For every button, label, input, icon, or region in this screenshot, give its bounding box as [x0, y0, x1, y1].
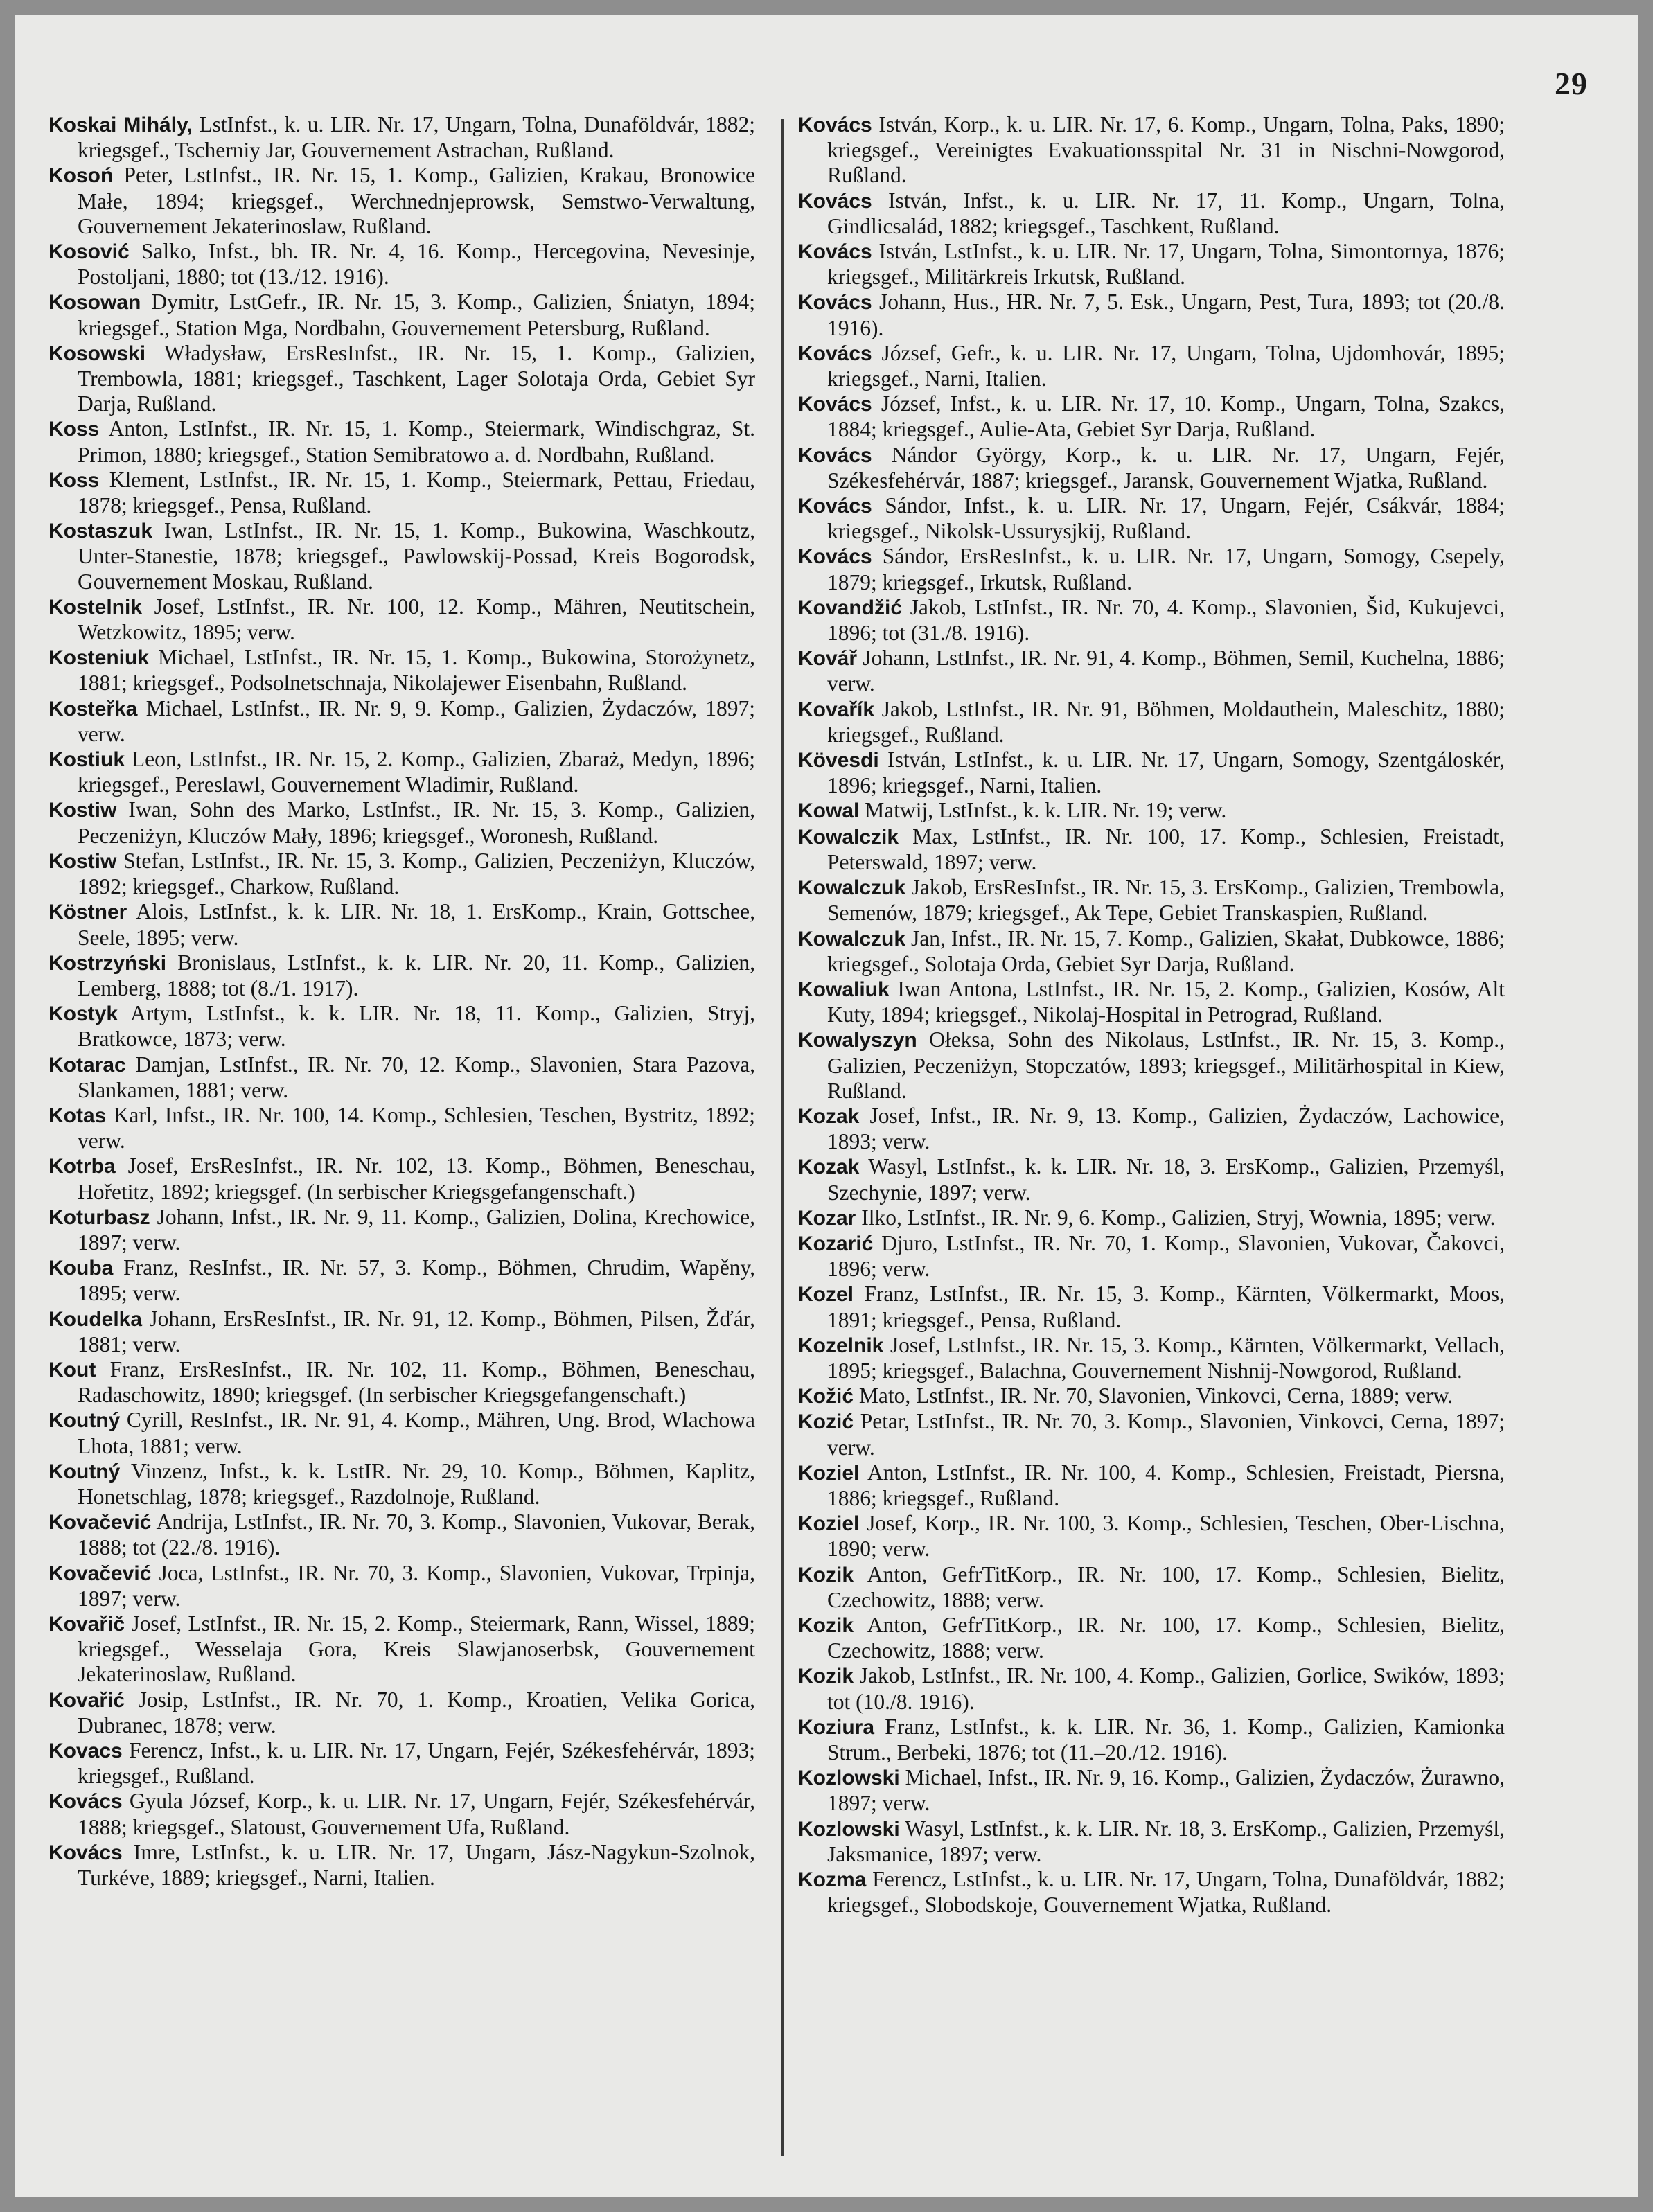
entry-surname: Kowalyszyn	[798, 1029, 917, 1052]
entry-details: József, Infst., k. u. LIR. Nr. 17, 10. Komp., Ungarn, Tolna, Szakcs, 1884; kriegsgef., Aulie-Ata, Gebiet Syr Darja, Rußland.	[827, 391, 1505, 442]
entry-surname: Kozarić	[798, 1232, 874, 1255]
entry-surname: Koss	[48, 418, 100, 441]
entry-surname: Kowaliuk	[798, 977, 890, 1001]
register-entry	[798, 1282, 1505, 1332]
entry-surname: Kovács	[798, 443, 872, 467]
register-entry	[798, 1765, 1505, 1816]
entry-details: Josef, Infst., IR. Nr. 9, 13. Komp., Galizien, Żydaczów, Lachowice, 1893; verw.	[827, 1103, 1505, 1154]
entry-details: Anton, LstInfst., IR. Nr. 15, 1. Komp., Steiermark, Windischgraz, St. Primon, 1880; kriegsgef., Station Semibratowo a. d. Nordbahn, Rußland.	[78, 416, 755, 467]
register-entry	[798, 443, 1505, 493]
register-entry	[798, 875, 1505, 926]
entry-surname: Kowal	[798, 799, 860, 823]
entry-surname: Kovačević	[48, 1561, 152, 1585]
register-entry	[48, 518, 755, 594]
entry-surname: Kozik	[798, 1613, 854, 1637]
entry-surname: Kovařić	[48, 1688, 125, 1712]
register-entry	[48, 1205, 755, 1255]
entry-surname: Kozak	[798, 1156, 860, 1179]
entry-details: Josef, LstInfst., IR. Nr. 15, 2. Komp., Steiermark, Rann, Wissel, 1889; kriegsgef., Wesselaja Gora, Kreis Slawjanoserbsk, Gouvernement Jekaterinoslaw, Rußland.	[78, 1611, 755, 1687]
entry-details: Władysław, ErsResInfst., IR. Nr. 15, 1. Komp., Galizien, Trembowla, 1881; kriegsgef., Taschkent, Lager Solotaja Orda, Gebiet Syr Darja, Rußland.	[78, 340, 755, 416]
entry-details: Jakob, ErsResInfst., IR. Nr. 15, 3. ErsKomp., Galizien, Trembowla, Semenów, 1879; kriegsgef., Ak Tepe, Gebiet Transkaspien, Rußland.	[827, 875, 1505, 926]
entry-surname: Kowalczik	[798, 825, 899, 849]
entry-surname: Kovács	[798, 189, 872, 213]
entry-details: Max, LstInfst., IR. Nr. 100, 17. Komp., Schlesien, Freistadt, Peterswald, 1897; verw.	[827, 824, 1505, 874]
register-entry	[48, 594, 755, 645]
entry-surname: Kotrba	[48, 1155, 116, 1178]
entry-details: Iwan Antona, LstInfst., IR. Nr. 15, 2. Komp., Galizien, Kosów, Alt Kuty, 1894; kriegsgef., Nikolaj-Hospital in Petrograd, Rußland.	[827, 976, 1505, 1027]
register-entry	[48, 1789, 755, 1839]
entry-details: Bronislaus, LstInfst., k. k. LIR. Nr. 20, 11. Komp., Galizien, Lemberg, 1888; tot (8./1. 1917).	[78, 950, 755, 1000]
register-entry	[798, 595, 1505, 646]
register-entry	[798, 188, 1505, 239]
entry-surname: Koturbasz	[48, 1205, 150, 1229]
register-entry	[48, 1307, 755, 1357]
entry-details: Matwij, LstInfst., k. k. LIR. Nr. 19; verw.	[859, 798, 1227, 823]
register-entry	[798, 1867, 1505, 1918]
entry-surname: Kovandžić	[798, 596, 903, 619]
entry-surname: Kovács	[48, 1841, 123, 1864]
register-entry	[798, 1511, 1505, 1561]
register-entry	[48, 645, 755, 696]
register-entry	[798, 824, 1505, 875]
register-entry	[798, 544, 1505, 594]
register-entry	[48, 1459, 755, 1510]
register-entry	[798, 391, 1505, 442]
register-entry	[48, 1255, 755, 1306]
entry-surname: Koskai Mihály,	[48, 114, 193, 136]
register-entry	[48, 849, 755, 899]
entry-details: Klement, LstInfst., IR. Nr. 15, 1. Komp., Steiermark, Pettau, Friedau, 1878; kriegsgef., Pensa, Rußland.	[78, 467, 755, 518]
entry-details: Wasyl, LstInfst., k. k. LIR. Nr. 18, 3. ErsKomp., Galizien, Przemyśl, Jaksmanice, 1897; verw.	[827, 1816, 1505, 1866]
entry-details: Artym, LstInfst., k. k. LIR. Nr. 18, 11. Komp., Galizien, Stryj, Bratkowce, 1873; verw.	[78, 1001, 755, 1052]
register-entry	[798, 1154, 1505, 1205]
entry-surname: Kostaszuk	[48, 520, 153, 543]
entry-details: Josef, LstInfst., IR. Nr. 15, 3. Komp., Kärnten, Völkermarkt, Vellach, 1895; kriegsgef., Balachna, Gouvernement Nishnij-Nowgorod, Rußland.	[827, 1332, 1505, 1383]
entry-details: Franz, LstInfst., IR. Nr. 15, 3. Komp., Kärnten, Völkermarkt, Moos, 1891; kriegsgef., Pensa, Rußland.	[827, 1282, 1505, 1332]
register-entry	[48, 1561, 755, 1611]
register-entry	[798, 1460, 1505, 1511]
entry-surname: Kozlowski	[798, 1817, 900, 1841]
register-entry	[48, 416, 755, 467]
entry-details: István, LstInfst., k. u. LIR. Nr. 17, Ungarn, Tolna, Simontornya, 1876; kriegsgef., Militärkreis Irkutsk, Rußland.	[827, 239, 1505, 290]
register-entry	[48, 747, 755, 797]
entry-surname: Kostiuk	[48, 748, 125, 772]
register-entry	[798, 493, 1505, 544]
entry-details: Johann, Hus., HR. Nr. 7, 5. Esk., Ungarn, Pest, Tura, 1893; tot (20./8. 1916).	[827, 290, 1505, 340]
entry-surname: Kožić	[798, 1385, 854, 1408]
entry-details: József, Gefr., k. u. LIR. Nr. 17, Ungarn, Tolna, Ujdomhovár, 1895; kriegsgef., Narni, Italien.	[827, 340, 1505, 391]
entry-details: Michael, LstInfst., IR. Nr. 9, 9. Komp., Galizien, Żydaczów, 1897; verw.	[78, 696, 755, 746]
register-entry	[48, 468, 755, 518]
right-column	[798, 112, 1505, 2184]
entry-details: Alois, LstInfst., k. k. LIR. Nr. 18, 1. ErsKomp., Krain, Gottschee, Seele, 1895; verw.	[78, 899, 755, 950]
entry-details: Michael, LstInfst., IR. Nr. 15, 1. Komp., Bukowina, Storożynetz, 1881; kriegsgef., Podsolnetschnaja, Nikolajewer Eisenbahn, Rußland.	[78, 645, 755, 696]
register-entry	[48, 239, 755, 290]
entry-details: Ołeksa, Sohn des Nikolaus, LstInfst., IR. Nr. 15, 3. Komp., Galizien, Peczeniżyn, Stopczatów, 1893; kriegsgef., Militärhospital in Kiew, Rußland.	[827, 1027, 1505, 1103]
entry-details: Cyrill, ResInfst., IR. Nr. 91, 4. Komp., Mähren, Ung. Brod, Wlachowa Lhota, 1881; verw.	[78, 1408, 755, 1458]
entry-surname: Kostyk	[48, 1002, 118, 1026]
entry-surname: Kövesdi	[798, 749, 879, 772]
register-entry	[798, 290, 1505, 340]
register-entry	[48, 341, 755, 417]
entry-details: Iwan, LstInfst., IR. Nr. 15, 1. Komp., Bukowina, Waschkoutz, Unter-Stanestie, 1878; kriegsgef., Pawlowskij-Possad, Kreis Bogorodsk, Gouvernement Moskau, Rußland.	[78, 518, 755, 594]
register-entry	[798, 1613, 1505, 1663]
entry-surname: Kovařík	[798, 698, 875, 721]
register-entry	[798, 977, 1505, 1027]
register-entry	[798, 926, 1505, 977]
entry-details: Anton, GefrTitKorp., IR. Nr. 100, 17. Komp., Schlesien, Bielitz, Czechowitz, 1888; verw.	[827, 1561, 1505, 1612]
entry-details: Petar, LstInfst., IR. Nr. 70, 3. Komp., Slavonien, Vinkovci, Cerna, 1897; verw.	[827, 1409, 1505, 1460]
entry-surname: Kowalczuk	[798, 876, 906, 900]
entry-surname: Kozar	[798, 1206, 856, 1230]
entry-details: István, Korp., k. u. LIR. Nr. 17, 6. Komp., Ungarn, Tolna, Paks, 1890; kriegsgef., Vereinigtes Evakuationsspital Nr. 31 in Nischni-Nowgorod, Rußland.	[827, 112, 1505, 188]
register-entry	[798, 112, 1505, 188]
entry-details: Joca, LstInfst., IR. Nr. 70, 3. Komp., Slavonien, Vukovar, Trpinja, 1897; verw.	[78, 1560, 755, 1611]
entry-surname: Kostrzyński	[48, 951, 167, 975]
register-entry	[48, 1052, 755, 1103]
entry-surname: Koss	[48, 468, 100, 492]
entry-surname: Kozić	[798, 1410, 854, 1434]
entry-surname: Kovács	[48, 1790, 123, 1814]
entry-details: LstInfst., k. u. LIR. Nr. 17, Ungarn, Tolna, Dunaföldvár, 1882; kriegsgef., Tscherniy Jar, Gouvernement Astrachan, Rußland.	[78, 112, 755, 163]
entry-surname: Kovács	[798, 495, 872, 518]
register-entry	[798, 1816, 1505, 1867]
register-entry	[48, 899, 755, 950]
entry-details: Jakob, LstInfst., IR. Nr. 100, 4. Komp., Galizien, Gorlice, Swików, 1893; tot (10./8. 1916).	[827, 1663, 1505, 1714]
entry-details: Dymitr, LstGefr., IR. Nr. 15, 3. Komp., Galizien, Śniatyn, 1894; kriegsgef., Station Mga, Nordbahn, Gouvernement Petersburg, Rußland.	[78, 290, 755, 340]
register-entry	[48, 1840, 755, 1891]
entry-details: Andrija, LstInfst., IR. Nr. 70, 3. Komp., Slavonien, Vukovar, Berak, 1888; tot (22./8. 1916).	[78, 1510, 755, 1560]
entry-details: István, Infst., k. u. LIR. Nr. 17, 11. Komp., Ungarn, Tolna, Gindlicsalád, 1882; kriegsgef., Taschkent, Rußland.	[827, 188, 1505, 238]
entry-details: Anton, GefrTitKorp., IR. Nr. 100, 17. Komp., Schlesien, Bielitz, Czechowitz, 1888; verw.	[827, 1612, 1505, 1663]
entry-surname: Kozma	[798, 1868, 867, 1892]
register-entry	[798, 1027, 1505, 1104]
entry-details: Karl, Infst., IR. Nr. 100, 14. Komp., Schlesien, Teschen, Bystritz, 1892; verw.	[78, 1102, 755, 1153]
register-entry	[798, 1205, 1505, 1231]
register-entry	[798, 341, 1505, 391]
entry-details: Vinzenz, Infst., k. k. LstIR. Nr. 29, 10. Komp., Böhmen, Kaplitz, Honetschlag, 1878; kriegsgef., Razdolnoje, Rußland.	[78, 1458, 755, 1509]
entry-surname: Kout	[48, 1358, 96, 1381]
register-entry	[48, 1738, 755, 1789]
register-entry	[798, 239, 1505, 290]
entry-surname: Kouba	[48, 1257, 114, 1280]
entry-surname: Koziura	[798, 1715, 875, 1739]
register-entry	[48, 112, 755, 163]
entry-details: Stefan, LstInfst., IR. Nr. 15, 3. Komp., Galizien, Peczeniżyn, Kluczów, 1892; kriegsgef., Charkow, Rußland.	[78, 848, 755, 899]
entry-surname: Kovács	[798, 291, 872, 315]
entry-details: István, LstInfst., k. u. LIR. Nr. 17, Ungarn, Somogy, Szentgáloskér, 1896; kriegsgef., Narni, Italien.	[827, 747, 1505, 798]
register-entry	[48, 950, 755, 1001]
entry-surname: Kovács	[798, 545, 872, 569]
entry-surname: Kozel	[798, 1283, 854, 1307]
register-entry	[798, 1562, 1505, 1613]
register-entry	[48, 797, 755, 848]
register-entry	[48, 163, 755, 239]
entry-surname: Kozlowski	[798, 1767, 900, 1790]
register-entry	[48, 1510, 755, 1560]
entry-details: Djuro, LstInfst., IR. Nr. 70, 1. Komp., Slavonien, Vukovar, Čakovci, 1896; verw.	[827, 1230, 1505, 1282]
entry-surname: Kovács	[798, 240, 872, 264]
entry-surname: Kovařič	[48, 1612, 125, 1636]
register-entry	[798, 1231, 1505, 1282]
entry-surname: Koutný	[48, 1409, 121, 1433]
entry-details: Leon, LstInfst., IR. Nr. 15, 2. Komp., Galizien, Zbaraż, Medyn, 1896; kriegsgef., Pereslawl, Gouvernement Wladimir, Rußland.	[78, 747, 755, 797]
column-divider	[781, 119, 784, 2156]
entry-details: Sándor, Infst., k. u. LIR. Nr. 17, Ungarn, Fejér, Csákvár, 1884; kriegsgef., Nikolsk-Ussurysjkij, Rußland.	[827, 493, 1505, 544]
entry-details: Ferencz, LstInfst., k. u. LIR. Nr. 17, Ungarn, Tolna, Dunaföldvár, 1882; kriegsgef., Slobodskoje, Gouvernement Wjatka, Rußland.	[827, 1867, 1505, 1918]
entry-surname: Kovář	[798, 647, 858, 671]
register-entry	[798, 646, 1505, 696]
entry-details: Franz, LstInfst., k. k. LIR. Nr. 36, 1. Komp., Galizien, Kamionka Strum., Berbeki, 1876; tot (11.–20./12. 1916).	[827, 1714, 1505, 1764]
entry-surname: Kotarac	[48, 1053, 126, 1077]
entry-details: Johann, Infst., IR. Nr. 9, 11. Komp., Galizien, Dolina, Krechowice, 1897; verw.	[78, 1204, 755, 1255]
entry-details: Jakob, LstInfst., IR. Nr. 70, 4. Komp., Slavonien, Šid, Kukujevci, 1896; tot (31./8. 1916).	[827, 594, 1505, 646]
entry-details: Peter, LstInfst., IR. Nr. 15, 1. Komp., Galizien, Krakau, Bronowice Małe, 1894; kriegsgef., Werchnednjeprowsk, Semstwo-Verwaltung, Gouvernement Jekaterinoslaw, Rußland.	[78, 163, 755, 238]
register-entry	[48, 290, 755, 340]
entry-surname: Kovács	[798, 393, 872, 416]
entry-surname: Kostiw	[48, 799, 117, 822]
entry-details: Gyula József, Korp., k. u. LIR. Nr. 17, Ungarn, Fejér, Székesfehérvár, 1888; kriegsgef., Slatoust, Gouvernement Ufa, Rußland.	[78, 1789, 755, 1839]
entry-surname: Kozak	[798, 1104, 860, 1128]
entry-details: Josip, LstInfst., IR. Nr. 70, 1. Komp., Kroatien, Velika Gorica, Dubranec, 1878; verw.	[78, 1687, 755, 1737]
entry-details: Nándor György, Korp., k. u. LIR. Nr. 17, Ungarn, Fejér, Székesfehérvár, 1887; kriegsgef., Jaransk, Gouvernement Wjatka, Rußland.	[827, 442, 1505, 493]
entry-surname: Köstner	[48, 901, 127, 924]
entry-details: Josef, Korp., IR. Nr. 100, 3. Komp., Schlesien, Teschen, Ober-Lischna, 1890; verw.	[827, 1511, 1505, 1561]
entry-details: Ferencz, Infst., k. u. LIR. Nr. 17, Ungarn, Fejér, Székesfehérvár, 1893; kriegsgef., Rußland.	[78, 1738, 755, 1789]
entry-surname: Kovács	[798, 342, 872, 365]
entry-surname: Kosteniuk	[48, 646, 150, 670]
register-entry	[48, 696, 755, 747]
register-entry	[48, 1688, 755, 1738]
register-entry	[48, 1001, 755, 1052]
entry-surname: Kosoń	[48, 164, 114, 188]
entry-surname: Kovacs	[48, 1740, 123, 1762]
register-entry	[798, 1663, 1505, 1714]
page-number: 29	[1555, 66, 1588, 101]
register-entry	[48, 1357, 755, 1408]
register-entry	[48, 1408, 755, 1458]
entry-details: Franz, ResInfst., IR. Nr. 57, 3. Komp., Böhmen, Chrudim, Wapěny, 1895; verw.	[78, 1255, 755, 1306]
entry-details: Mato, LstInfst., IR. Nr. 70, Slavonien, Vinkovci, Cerna, 1889; verw.	[854, 1383, 1453, 1408]
entry-details: Sándor, ErsResInfst., k. u. LIR. Nr. 17, Ungarn, Somogy, Csepely, 1879; kriegsgef., Irkutsk, Rußland.	[827, 544, 1505, 594]
entry-surname: Koutný	[48, 1460, 121, 1483]
entry-details: Wasyl, LstInfst., k. k. LIR. Nr. 18, 3. ErsKomp., Galizien, Przemyśl, Szechynie, 1897; verw.	[827, 1154, 1505, 1205]
entry-details: Johann, ErsResInfst., IR. Nr. 91, 12. Komp., Böhmen, Pilsen, Žďár, 1881; verw.	[78, 1306, 755, 1356]
entry-surname: Kovačević	[48, 1511, 152, 1534]
entry-details: Damjan, LstInfst., IR. Nr. 70, 12. Komp., Slavonien, Stara Pazova, Slankamen, 1881; verw.	[78, 1052, 755, 1102]
register-entry	[48, 1103, 755, 1153]
register-entry	[798, 747, 1505, 798]
entry-surname: Kozik	[798, 1665, 854, 1688]
entry-details: Anton, LstInfst., IR. Nr. 100, 4. Komp., Schlesien, Freistadt, Piersna, 1886; kriegsgef., Rußland.	[827, 1460, 1505, 1510]
entry-details: Jakob, LstInfst., IR. Nr. 91, Böhmen, Moldauthein, Maleschitz, 1880; kriegsgef., Rußland.	[827, 696, 1505, 747]
entry-surname: Kosteřka	[48, 697, 138, 720]
entry-surname: Kosović	[48, 240, 130, 264]
entry-details: Johann, LstInfst., IR. Nr. 91, 4. Komp., Böhmen, Semil, Kuchelna, 1886; verw.	[827, 646, 1505, 696]
register-entry	[798, 798, 1505, 824]
entry-details: Salko, Infst., bh. IR. Nr. 4, 16. Komp., Hercegovina, Nevesinje, Postoljani, 1880; tot (13./12. 1916).	[78, 239, 755, 290]
left-column	[48, 112, 755, 2184]
register-entry	[798, 1104, 1505, 1154]
entry-surname: Koziel	[798, 1512, 860, 1536]
entry-surname: Kowalczuk	[798, 927, 906, 950]
register-entry	[798, 697, 1505, 747]
register-entry	[48, 1153, 755, 1204]
entry-surname: Kosowski	[48, 342, 146, 365]
entry-details: Iwan, Sohn des Marko, LstInfst., IR. Nr. 15, 3. Komp., Galizien, Peczeniżyn, Kluczów Mały, 1896; kriegsgef., Woronesh, Rußland.	[78, 797, 755, 848]
register-entry	[798, 1715, 1505, 1765]
entry-details: Josef, LstInfst., IR. Nr. 100, 12. Komp., Mähren, Neutitschein, Wetzkowitz, 1895; verw.	[78, 594, 755, 645]
entry-surname: Koudelka	[48, 1307, 143, 1331]
register-entry	[798, 1333, 1505, 1383]
entry-surname: Kozik	[798, 1563, 854, 1586]
entry-surname: Kostelnik	[48, 595, 143, 619]
entry-surname: Kotas	[48, 1104, 107, 1127]
entry-details: Michael, Infst., IR. Nr. 9, 16. Komp., Galizien, Żydaczów, Żurawno, 1897; verw.	[827, 1765, 1505, 1816]
register-entry	[48, 1611, 755, 1688]
register-entry	[798, 1409, 1505, 1460]
entry-details: Jan, Infst., IR. Nr. 15, 7. Komp., Galizien, Skałat, Dubkowce, 1886; kriegsgef., Solotaja Orda, Gebiet Syr Darja, Rußland.	[827, 926, 1505, 976]
entry-details: Ilko, LstInfst., IR. Nr. 9, 6. Komp., Galizien, Stryj, Wownia, 1895; verw.	[856, 1205, 1496, 1230]
entry-surname: Kosowan	[48, 291, 141, 315]
entry-surname: Kovács	[798, 114, 872, 136]
register-entry	[798, 1383, 1505, 1409]
entry-details: Josef, ErsResInfst., IR. Nr. 102, 13. Komp., Böhmen, Beneschau, Hořetitz, 1892; kriegsgef. (In serbischer Kriegsgefangenschaft.)	[78, 1153, 755, 1204]
scanned-page	[15, 15, 1638, 2197]
entry-surname: Koziel	[798, 1461, 860, 1485]
entry-details: Franz, ErsResInfst., IR. Nr. 102, 11. Komp., Böhmen, Beneschau, Radaschowitz, 1890; kriegsgef. (In serbischer Kriegsgefangenschaft.)	[78, 1356, 755, 1408]
entry-details: Imre, LstInfst., k. u. LIR. Nr. 17, Ungarn, Jász-Nagykun-Szolnok, Turkéve, 1889; kriegsgef., Narni, Italien.	[78, 1839, 755, 1891]
entry-surname: Kozelnik	[798, 1334, 884, 1357]
entry-surname: Kostiw	[48, 849, 117, 873]
